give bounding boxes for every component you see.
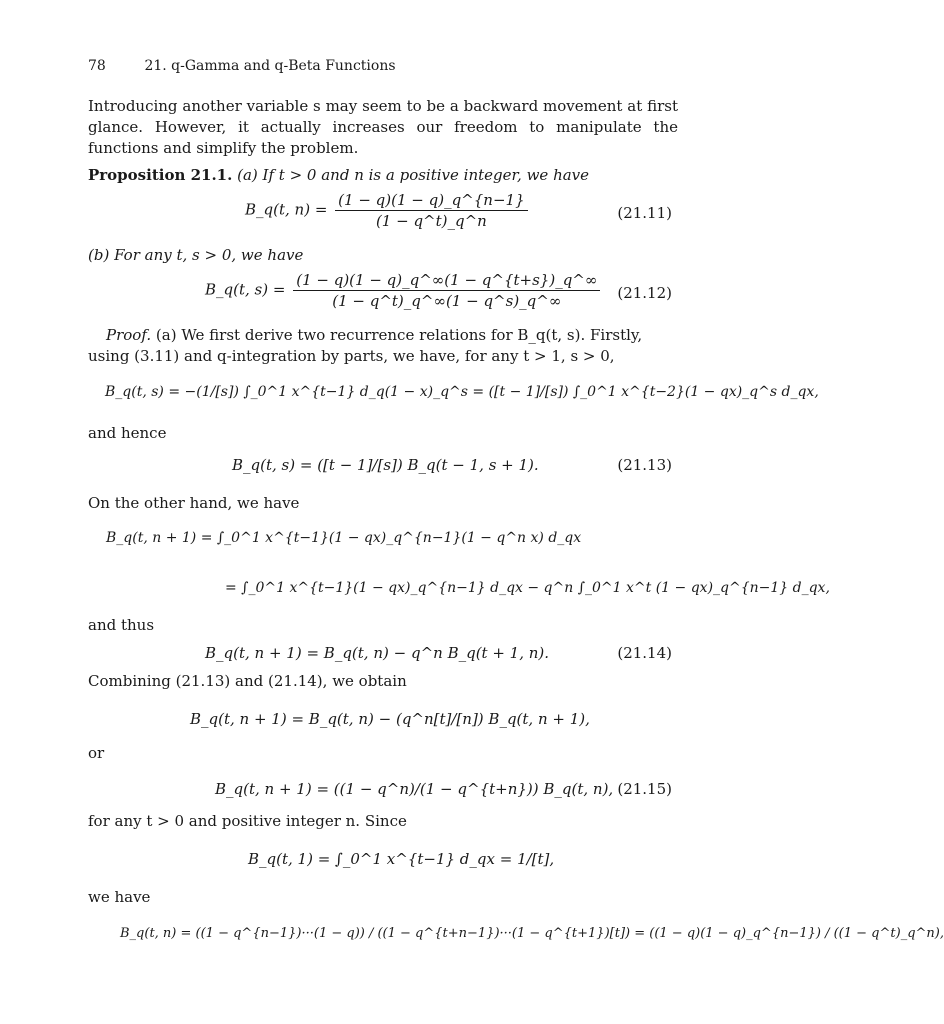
proof-label: Proof. (106, 326, 152, 344)
equation-split-line-1: B_q(t, n + 1) = ∫_0^1 x^{t−1}(1 − qx)_q^{n−1}(1 − q^n x) d_qx (106, 530, 582, 546)
eq-21-12-lhs: B_q(t, s) = (205, 280, 286, 299)
proposition-part-b: (b) For any t, s > 0, we have (88, 246, 304, 264)
proposition-statement (88, 166, 589, 184)
eq-number-21-13: (21.13) (617, 456, 672, 474)
equation-21-11 (245, 190, 531, 231)
and-thus-text: and thus (88, 616, 155, 634)
proposition-part-a: (a) If t > 0 and n is a positive integer, we have (237, 166, 590, 184)
proof-text-1: (a) We first derive two recurrence relations for B_q(t, s). Firstly, (155, 326, 643, 344)
proof-text-2: using (3.11) and q-integration by parts, we have, for any t > 1, s > 0, (88, 347, 615, 365)
eq-21-11-denominator: (1 − q^t)_q^n (375, 212, 487, 230)
equation-final: B_q(t, n) = ((1 − q^{n−1})···(1 − q)) / ((1 − q^{t+n−1})···(1 − q^{t+1})[t]) = ((1 − q)(1 − q)_q^{n−1}) / ((1 − q^t)_q^n), (120, 926, 944, 941)
intro-paragraph: Introducing another variable s may seem to be a backward movement at first glance. However, it actually increases our freedom to manipulate the functions and simplify the problem. (88, 97, 678, 157)
equation-21-13: B_q(t, s) = ([t − 1]/[s]) B_q(t − 1, s + 1). (232, 456, 539, 474)
proof-line-1 (106, 326, 642, 344)
equation-21-12 (205, 270, 603, 311)
page-number: 78 (88, 58, 106, 74)
and-hence-text: and hence (88, 424, 167, 442)
or-text: or (88, 744, 105, 762)
eq-number-21-11: (21.11) (617, 204, 672, 222)
chapter-title: 21. q-Gamma and q-Beta Functions (144, 58, 396, 74)
eq-21-11-numerator: (1 − q)(1 − q)_q^{n−1} (335, 190, 527, 211)
proposition-label: Proposition 21.1. (88, 166, 233, 184)
eq-21-11-lhs: B_q(t, n) = (245, 200, 328, 219)
equation-21-14: B_q(t, n + 1) = B_q(t, n) − q^n B_q(t + 1, n). (205, 644, 550, 662)
equation-since: B_q(t, 1) = ∫_0^1 x^{t−1} d_qx = 1/[t], (248, 850, 555, 868)
equation-split-line-2: = ∫_0^1 x^{t−1}(1 − qx)_q^{n−1} d_qx − q^n ∫_0^1 x^t (1 − qx)_q^{n−1} d_qx, (225, 580, 830, 596)
eq-21-11-fraction (335, 190, 527, 231)
equation-combined: B_q(t, n + 1) = B_q(t, n) − (q^n[t]/[n]) B_q(t, n + 1), (190, 710, 590, 728)
running-header (88, 58, 396, 74)
other-hand-text: On the other hand, we have (88, 494, 300, 512)
for-any-text: for any t > 0 and positive integer n. Since (88, 812, 407, 830)
eq-number-21-12: (21.12) (617, 284, 672, 302)
eq-number-21-15: (21.15) (617, 780, 672, 798)
eq-21-12-numerator: (1 − q)(1 − q)_q^∞(1 − q^{t+s})_q^∞ (293, 270, 600, 291)
equation-21-15: B_q(t, n + 1) = ((1 − q^n)/(1 − q^{t+n})) B_q(t, n), (215, 780, 614, 798)
we-have-text: we have (88, 888, 151, 906)
eq-21-12-fraction (293, 270, 600, 311)
eq-21-12-denominator: (1 − q^t)_q^∞(1 − q^s)_q^∞ (332, 292, 562, 310)
equation-integration-by-parts: B_q(t, s) = −(1/[s]) ∫_0^1 x^{t−1} d_q(1 − x)_q^s = ([t − 1]/[s]) ∫_0^1 x^{t−2}(1 − qx)_q^s d_qx, (105, 384, 819, 400)
combining-text: Combining (21.13) and (21.14), we obtain (88, 672, 407, 690)
eq-number-21-14: (21.14) (617, 644, 672, 662)
